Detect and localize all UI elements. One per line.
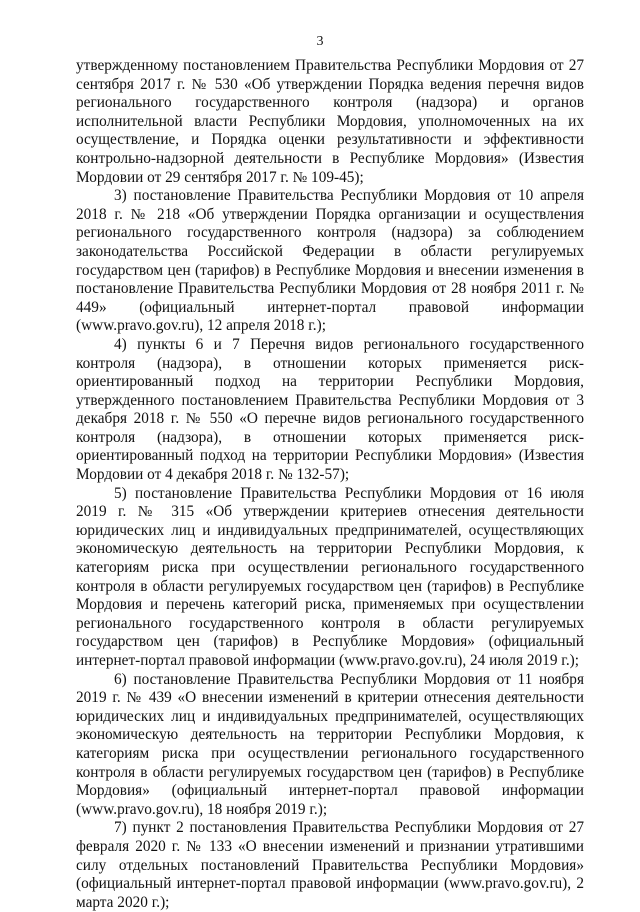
paragraph-item-5: 5) постановление Правительства Республики Мордовия от 16 июля 2019 г. № 315 «Об утверждении критериев отнесения деятельности юридических лиц и индивидуальных предпринимателей, осуществляющих экономическую деятельность на территории Республики Мордовия, к категориям риска при осуществлении регионального государственного контроля в области регулируемых государством цен (тарифов) в Республике Мордовия и перечень категорий риска, применяемых при осуществлении регионального государственного контроля в области регулируемых государством цен (тарифов) в Республике Мордовия» (официальный интернет-портал правовой информации (www.pravo.gov.ru), 24 июля 2019 г.); (76, 484, 584, 669)
paragraph-continuation: утвержденному постановлением Правительства Республики Мордовия от 27 сентября 2017 г. № 530 «Об утверждении Порядка ведения перечня видов регионального государственного контроля (надзора) и органов исполнительной власти Республики Мордовия, уполномоченных на их осуществление, и Порядка оценки результативности и эффективности контрольно-надзорной деятельности в Республике Мордовия» (Известия Мордовии от 29 сентября 2017 г. № 109-45); (76, 57, 584, 186)
document-body (76, 57, 584, 912)
page-number: 3 (316, 34, 324, 49)
paragraph-item-4: 4) пункты 6 и 7 Перечня видов регионального государственного контроля (надзора), в отношении которых применяется риск-ориентированный подход на территории Республики Мордовия, утвержденного постановлением Правительства Республики Мордовия от 3 декабря 2018 г. № 550 «О перечне видов регионального государственного контроля (надзора), в отношении которых применяется риск-ориентированный подход на территории Республики Мордовия» (Известия Мордовии от 4 декабря 2018 г. № 132-57); (76, 335, 584, 484)
paragraph-item-6: 6) постановление Правительства Республики Мордовия от 11 ноября 2019 г. № 439 «О внесении изменений в критерии отнесения деятельности юридических лиц и индивидуальных предпринимателей, осуществляющих экономическую деятельность на территории Республики Мордовия, к категориям риска при осуществлении регионального государственного контроля в области регулируемых государством цен (тарифов) в Республике Мордовия» (официальный интернет-портал правовой информации (www.pravo.gov.ru), 18 ноября 2019 г.); (76, 670, 584, 818)
paragraph-item-3: 3) постановление Правительства Республики Мордовия от 10 апреля 2018 г. № 218 «Об утверждении Порядка организации и осуществления регионального государственного контроля (надзора) за соблюдением законодательства Российской Федерации в области регулируемых государством цен (тарифов) в Республике Мордовия и внесении изменения в постановление Правительства Республики Мордовия от 28 ноября 2011 г. № 449» (официальный интернет-портал правовой информации (www.pravo.gov.ru), 12 апреля 2018 г.); (76, 187, 584, 335)
paragraph-item-7: 7) пункт 2 постановления Правительства Республики Мордовия от 27 февраля 2020 г. № 133 «О внесении изменений и признании утратившими силу отдельных постановлений Правительства Республики Мордовия» (официальный интернет-портал правовой информации (www.pravo.gov.ru), 2 марта 2020 г.); (76, 819, 584, 911)
